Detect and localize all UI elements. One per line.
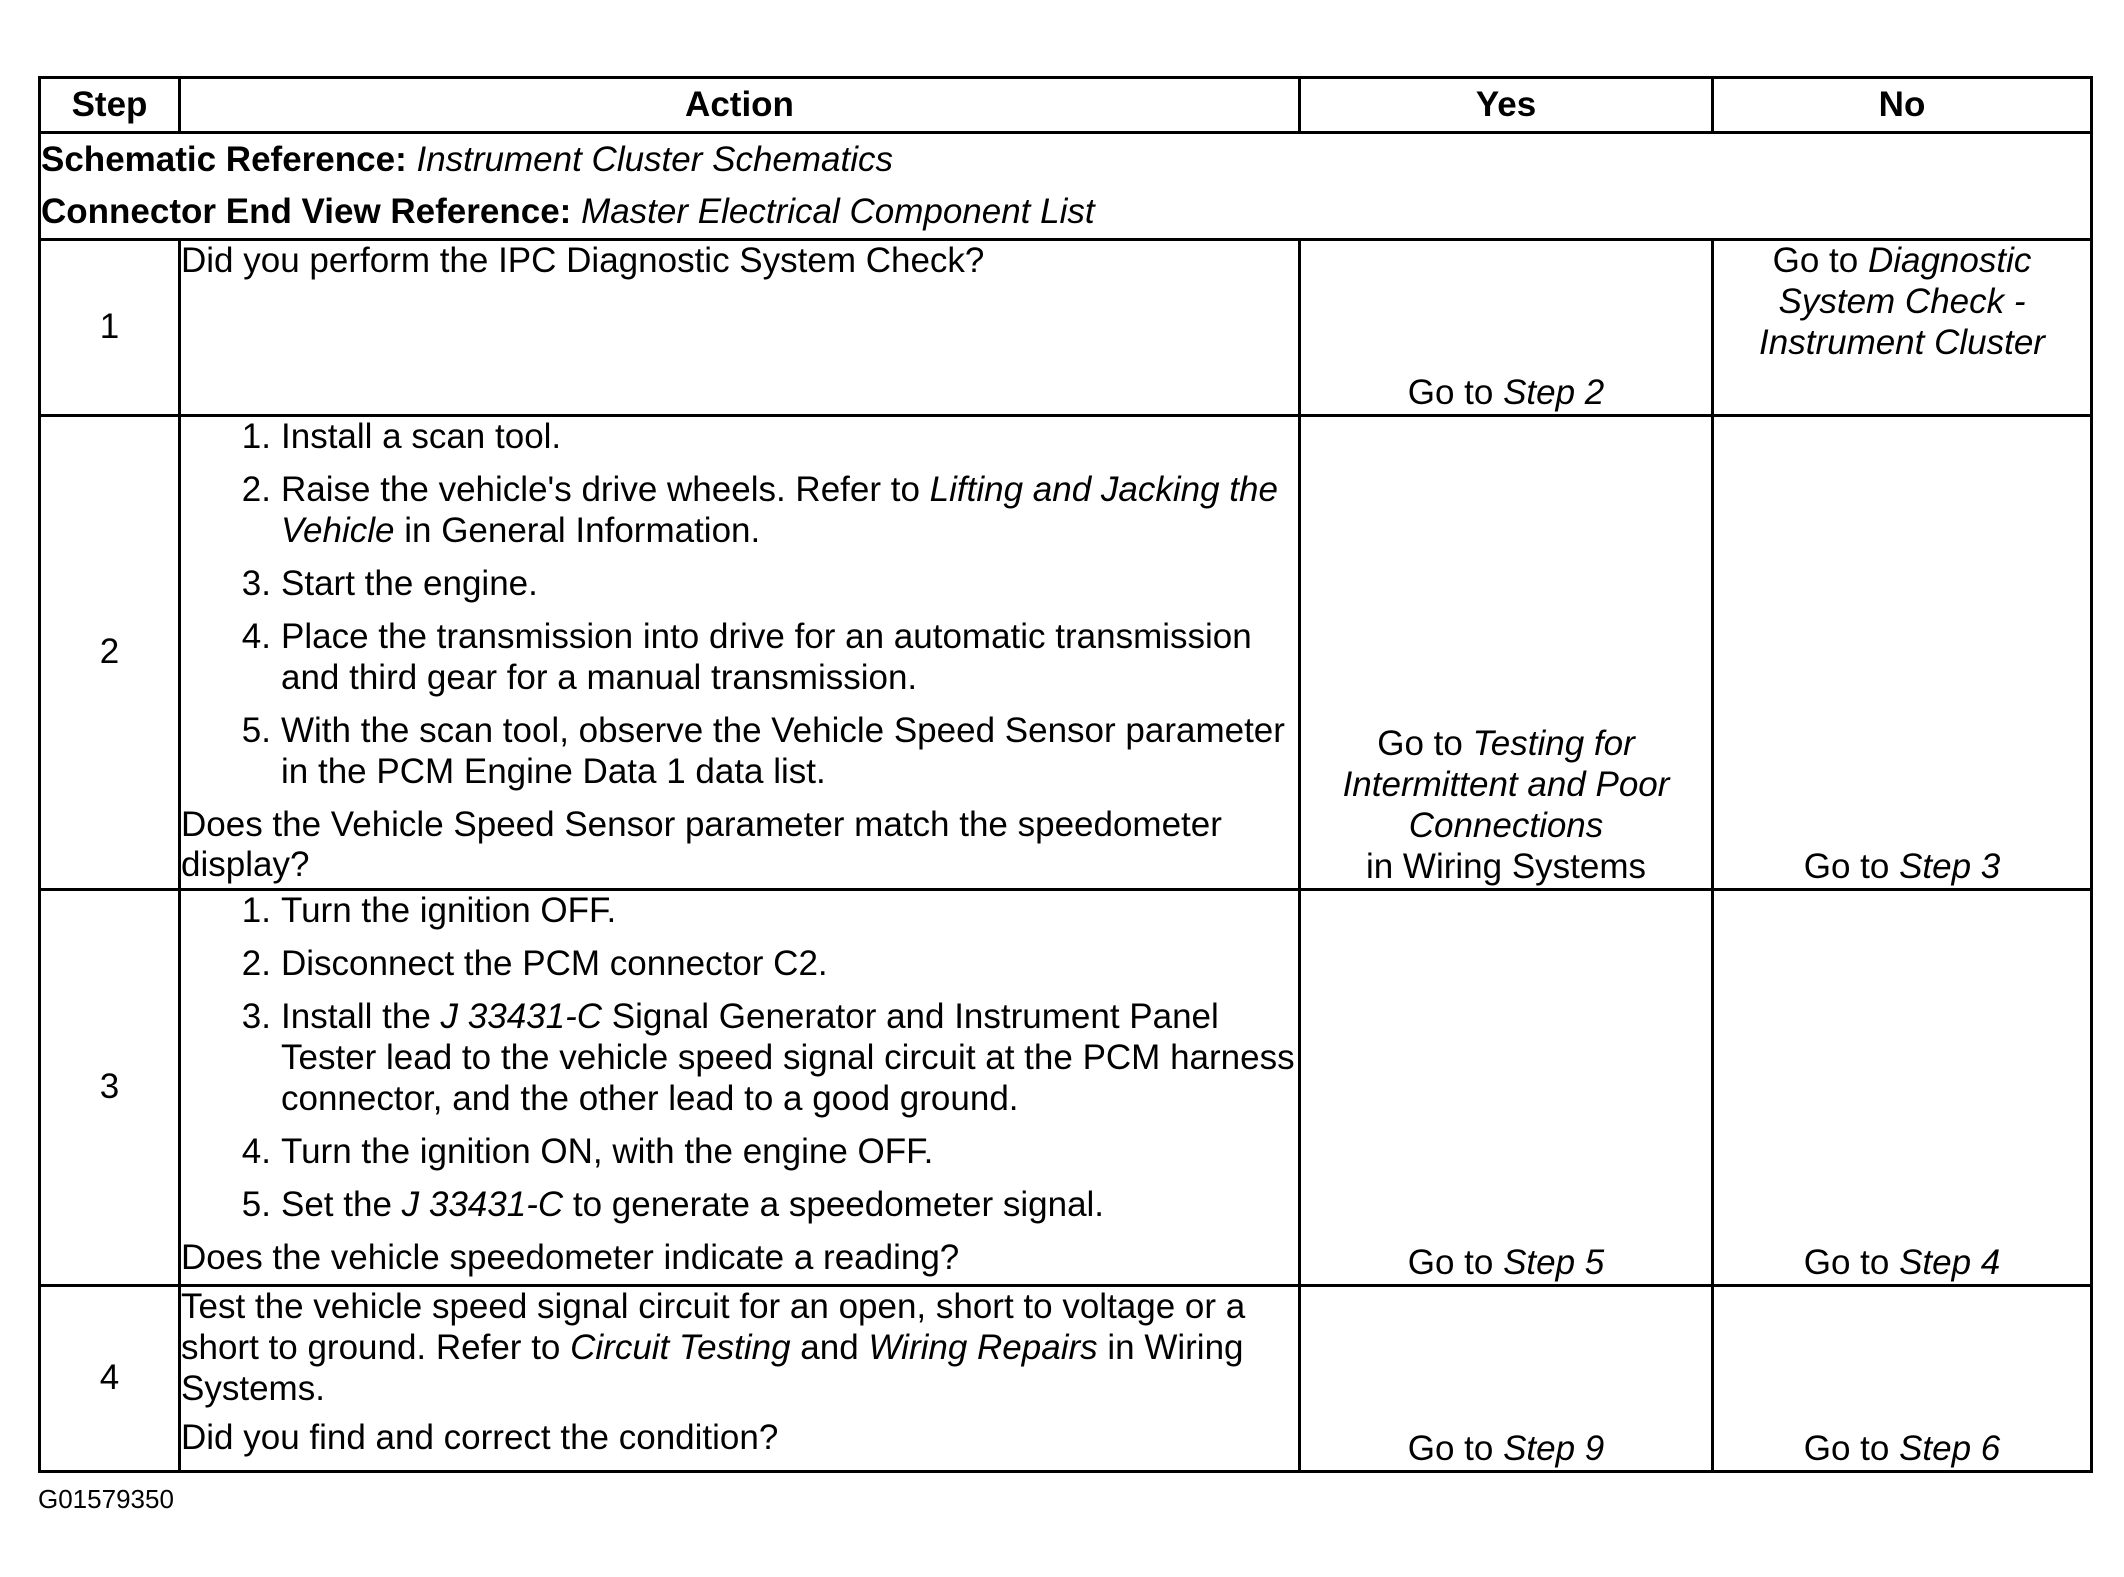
- no-prefix: Go to: [1772, 241, 1868, 280]
- item-text: Turn the ignition ON, with the engine OFF.: [281, 1131, 934, 1171]
- connector-reference: [41, 186, 2090, 238]
- table-row: [40, 1286, 2092, 1472]
- step-number: 3: [40, 890, 180, 1286]
- table-row: [40, 416, 2092, 890]
- schematic-reference-link[interactable]: Instrument Cluster Schematics: [416, 140, 894, 179]
- no-link[interactable]: Step 4: [1899, 1243, 2001, 1283]
- step-question: Does the Vehicle Speed Sensor parameter match the speedometer display?: [181, 804, 1222, 885]
- item-link[interactable]: Circuit Testing: [570, 1327, 791, 1367]
- yes-prefix: Go to: [1407, 1243, 1504, 1283]
- list-item: [181, 564, 1298, 605]
- no-prefix: Go to: [1803, 847, 1900, 887]
- list-item: [181, 997, 1298, 1120]
- list-item: [181, 617, 1298, 699]
- no-link[interactable]: Diagnostic System Check - Instrument Cluster: [1759, 241, 2045, 362]
- connector-reference-label: Connector End View Reference:: [41, 192, 572, 231]
- item-number: 3.: [241, 563, 271, 603]
- step-question: Does the vehicle speedometer indicate a reading?: [181, 1237, 960, 1277]
- step-instructions: [181, 891, 1298, 1226]
- header-yes: Yes: [1300, 78, 1713, 133]
- yes-link[interactable]: Step 2: [1503, 373, 1605, 413]
- header-action: Action: [180, 78, 1300, 133]
- no-cell: [1713, 1286, 2092, 1472]
- item-text: Set the: [281, 1184, 402, 1224]
- item-number: 5.: [241, 710, 271, 750]
- item-text: Place the transmission into drive for an automatic transmission and third gear for a manual transmission.: [281, 616, 1252, 697]
- no-cell: [1713, 890, 2092, 1286]
- list-item: [181, 711, 1298, 793]
- item-text: in General Information.: [394, 510, 761, 550]
- list-item: [181, 417, 1298, 458]
- yes-link[interactable]: Step 9: [1503, 1429, 1605, 1469]
- item-number: 5.: [241, 1184, 271, 1224]
- yes-cell: [1300, 890, 1713, 1286]
- action-cell: [180, 416, 1300, 890]
- item-number: 4.: [241, 1131, 271, 1171]
- item-number: 4.: [241, 616, 271, 656]
- list-item: [181, 1132, 1298, 1173]
- no-link[interactable]: Step 6: [1899, 1429, 2001, 1469]
- header-no: No: [1713, 78, 2092, 133]
- schematic-reference: [41, 134, 2090, 186]
- item-text: in Wiring Systems.: [181, 1327, 1244, 1408]
- figure-id: G01579350: [38, 1484, 174, 1514]
- schematic-reference-label: Schematic Reference:: [41, 140, 407, 179]
- no-cell: [1713, 416, 2092, 890]
- item-number: 3.: [241, 996, 271, 1036]
- yes-link[interactable]: Step 5: [1503, 1243, 1605, 1283]
- table-row: [40, 240, 2092, 416]
- step-number: 1: [40, 240, 180, 416]
- list-item: [181, 470, 1298, 552]
- header-step: Step: [40, 78, 180, 133]
- item-link[interactable]: Lifting and Jacking the Vehicle: [281, 469, 1278, 550]
- item-text: Turn the ignition OFF.: [281, 891, 617, 930]
- no-cell: [1713, 240, 2092, 416]
- item-number: 2.: [241, 469, 271, 509]
- reference-row: [40, 133, 2092, 240]
- list-item: [181, 891, 1298, 932]
- reference-cell: [40, 133, 2092, 240]
- item-text: Raise the vehicle's drive wheels. Refer to: [281, 469, 930, 509]
- item-text: and: [790, 1327, 869, 1367]
- yes-prefix: Go to: [1407, 373, 1504, 413]
- yes-cell: [1300, 1286, 1713, 1472]
- no-prefix: Go to: [1803, 1243, 1900, 1283]
- yes-cell: [1300, 416, 1713, 890]
- yes-prefix: Go to: [1377, 724, 1473, 764]
- item-number: 2.: [241, 943, 271, 983]
- item-link[interactable]: Wiring Repairs: [868, 1327, 1098, 1367]
- no-link[interactable]: Step 3: [1899, 847, 2001, 887]
- item-text: to generate a speedometer signal.: [563, 1184, 1105, 1224]
- list-item: [181, 1185, 1298, 1226]
- item-text: Disconnect the PCM connector C2.: [281, 943, 828, 983]
- action-cell: [180, 890, 1300, 1286]
- step-number: 2: [40, 416, 180, 890]
- table-row: [40, 890, 2092, 1286]
- yes-suffix: in Wiring Systems: [1365, 847, 1647, 887]
- action-cell: [180, 1286, 1300, 1472]
- step-number: 4: [40, 1286, 180, 1472]
- step-instruction-text: [181, 1287, 1298, 1410]
- connector-reference-link[interactable]: Master Electrical Component List: [581, 192, 1095, 231]
- header-row: [40, 78, 2092, 133]
- item-text: With the scan tool, observe the Vehicle Speed Sensor parameter in the PCM Engine Data 1 data list.: [281, 710, 1285, 791]
- step-question: Did you find and correct the condition?: [181, 1417, 779, 1457]
- yes-link[interactable]: Testing for Intermittent and Poor Connections: [1342, 724, 1670, 846]
- item-text: Test the vehicle speed signal circuit for an open, short to voltage or a short to ground. Refer to: [181, 1287, 1246, 1367]
- item-text: Install the: [281, 996, 441, 1036]
- step-question: Did you perform the IPC Diagnostic System Check?: [181, 241, 985, 280]
- diagnostic-table: [38, 76, 2093, 1473]
- item-number: 1.: [241, 417, 271, 456]
- item-text: Start the engine.: [281, 563, 538, 603]
- item-link[interactable]: J 33431-C: [440, 996, 603, 1036]
- item-text: Signal Generator and Instrument Panel Tester lead to the vehicle speed signal circuit at the PCM harness connector, and the other lead to a good ground.: [281, 996, 1295, 1118]
- item-number: 1.: [241, 891, 271, 930]
- list-item: [181, 944, 1298, 985]
- yes-prefix: Go to: [1407, 1429, 1504, 1469]
- no-prefix: Go to: [1803, 1429, 1900, 1469]
- action-cell: [180, 240, 1300, 416]
- yes-cell: [1300, 240, 1713, 416]
- item-link[interactable]: J 33431-C: [401, 1184, 564, 1224]
- item-text: Install a scan tool.: [281, 417, 562, 456]
- step-instructions: [181, 417, 1298, 793]
